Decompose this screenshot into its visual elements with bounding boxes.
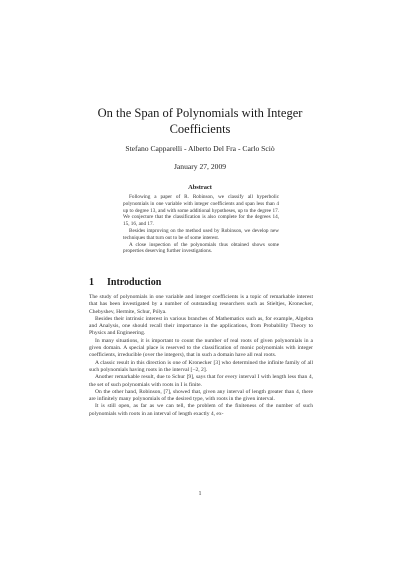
abstract-paragraph: A close inspection of the polynomials thus obtained shows some properties deserving further investigations. [123,241,279,255]
body-paragraph: Besides their intrinsic interest in various branches of Mathematics such as, for example, Algebra and Analysis, one should recall their importance in the applications, from Probability Theory to Physics and Engineering. [89,315,313,337]
body-paragraph: On the other hand, Robinson, [7], showed that, given any interval of length greater than 4, there are infinitely many polynomials of the desired type, with roots in the given interval. [89,388,313,403]
abstract-paragraph: Following a paper of R. Robinson, we classify all hyperbolic polynomials in one variable with integer coefficients and span less than 4 up to degree 13, and with some additional hypotheses, up to the degree 17. We conjecture that the classification is also complete for the degrees 14, 15, 16, and 17. [123,194,279,228]
body-paragraph: A classic result in this direction is one of Kronecker [3] who determined the infinite family of all such polynomials having roots in the interval [−2, 2]. [89,359,313,373]
body-paragraph: Another remarkable result, due to Schur [9], says that for every interval I with length less than 4, the set of such polynomials with roots in I is finite. [89,374,313,388]
page-number: 1 [198,491,202,497]
abstract-paragraph: Besides improving on the method used by Robinson, we develop new techniques that turn out to be of some interest. [123,227,279,241]
section-heading [89,277,161,288]
section-title: Introduction [107,277,162,288]
body-paragraph: It is still open, as far as we can tell, the problem of the finiteness of the number of such polynomials with roots in an interval of length exactly 4, ex- [89,403,313,417]
paper-authors: Stefano Capparelli - Alberto Del Fra - Carlo Sciò [125,144,275,153]
paper-date: January 27, 2009 [173,162,227,171]
paper-title: On the Span of Polynomials with Integer Coefficients [97,106,303,136]
section-number: 1 [89,277,94,288]
abstract-heading: Abstract [188,184,212,191]
section-body [89,294,313,418]
body-paragraph: In many situations, it is important to count the number of real roots of given polynomials in a given domain. A special place is reserved to the classification of monic polynomials with integer coefficients, irreducible (over the integers), that in such a domain have all real roots. [89,337,313,359]
body-paragraph: The study of polynomials in one variable and integer coefficients is a topic of remarkable interest that has been investigated by a number of outstanding researchers such as Stieltjes, Kronecker, Chebyshev, Hermite, Schur, Pólya. [89,294,313,315]
abstract-body [123,194,279,255]
